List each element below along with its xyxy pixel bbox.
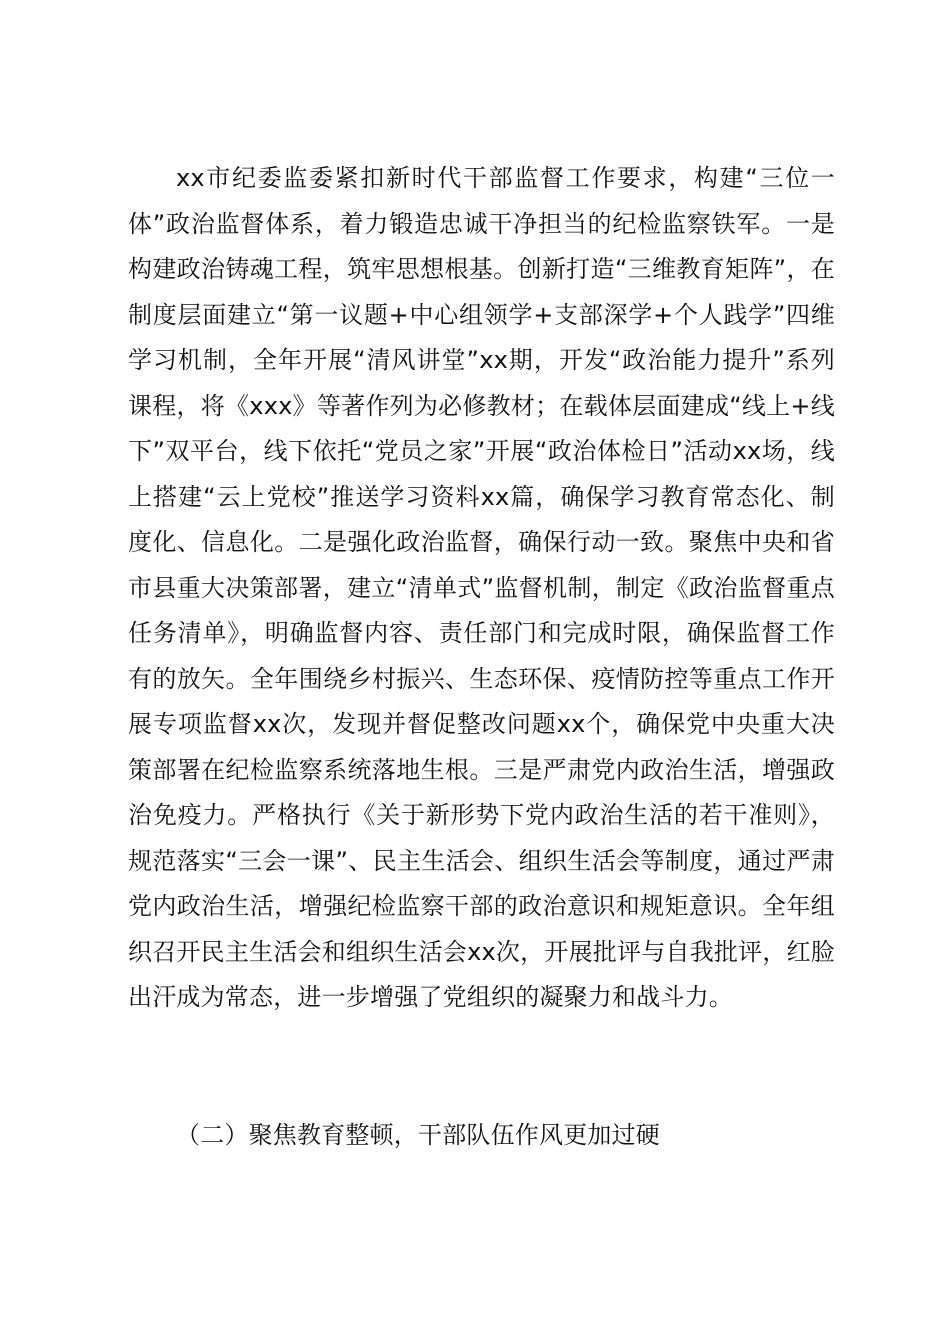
section-subheading: （二）聚焦教育整顿，干部队伍作风更加过硬 xyxy=(176,1121,660,1149)
body-paragraph: xx市纪委监委紧扣新时代干部监督工作要求，构建“三位一体”政治监督体系，着力锻造忠诚干净担当的纪检监察铁军。一是构建政治铸魂工程，筑牢思想根基。创新打造“三维教育矩阵”，在制度层面建立“第一议题+中心组领学+支部深学+个人践学”四维学习机制，全年开展“清风讲堂”xx期，开发“政治能力提升”系列课程，将《xxx》等著作列为必修教材；在载体层面建成“线上+线下”双平台，线下依托“党员之家”开展“政治体检日”活动xx场，线上搭建“云上党校”推送学习资料xx篇，确保学习教育常态化、制度化、信息化。二是强化政治监督，确保行动一致。聚焦中央和省市县重大决策部署，建立“清单式”监督机制，制定《政治监督重点任务清单》，明确监督内容、责任部门和完成时限，确保监督工作有的放矢。全年围绕乡村振兴、生态环保、疫情防控等重点工作开展专项监督xx次，发现并督促整改问题xx个，确保党中央重大决策部署在纪检监察系统落地生根。三是严肃党内政治生活，增强政治免疫力。严格执行《关于新形势下党内政治生活的若干准则》，规范落实“三会一课”、民主生活会、组织生活会等制度，通过严肃党内政治生活，增强纪检监察干部的政治意识和规矩意识。全年组织召开民主生活会和组织生活会xx次，开展批评与自我批评，红脸出汗成为常态，进一步增强了党组织的凝聚力和战斗力。 xyxy=(128,164,835,1011)
